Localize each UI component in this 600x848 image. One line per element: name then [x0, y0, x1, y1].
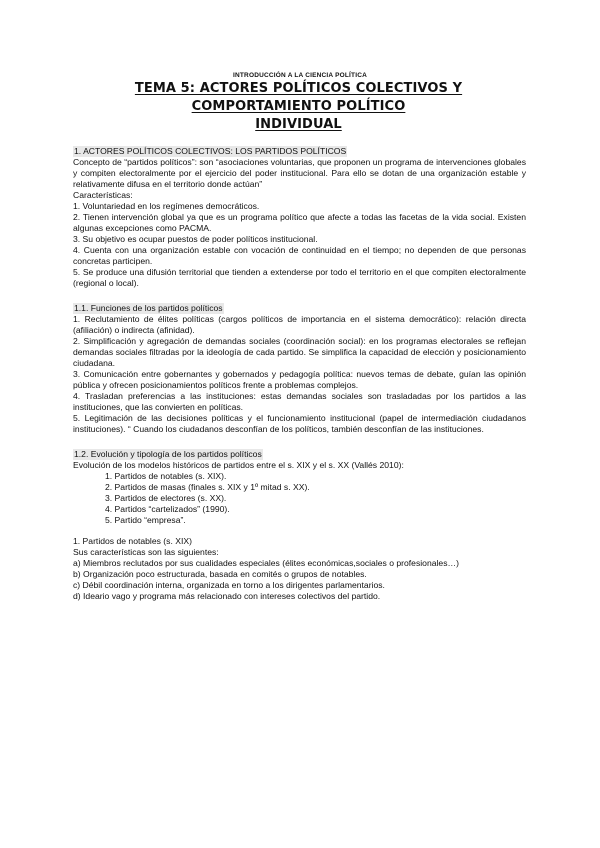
list-item: 4. Partidos “cartelizados” (1990).	[105, 504, 230, 514]
list-item: 4. Trasladan preferencias a las instituciones: estas demandas sociales son trasladadas por los partidos a las instituciones, que las convierten en políticas.	[73, 391, 526, 412]
section-1-1-heading: 1.1. Funciones de los partidos políticos	[74, 303, 223, 313]
list-item: 3. Partidos de electores (s. XX).	[105, 493, 227, 503]
list-item: 1. Reclutamiento de élites políticas (cargos políticos de importancia en el sistema democrático): relación directa (afiliación) o indirecta (afinidad).	[73, 314, 526, 335]
title-line-1: TEMA 5: ACTORES POLÍTICOS COLECTIVOS Y COMPORTAMIENTO POLÍTICO	[134, 81, 463, 114]
section-1-intro: Concepto de “partidos políticos”: son “asociaciones voluntarias, que proponen un programa de intervenciones globales y compiten electoralmente por el ejercicio del poder institucional. Para ello se dotan de una organización estable y relativamente difusa en el territorio donde actúan”	[73, 157, 526, 189]
list-item: d) Ideario vago y programa más relacionado con intereses colectivos del partido.	[73, 591, 381, 601]
section-1-characteristics-label: Características:	[73, 190, 133, 200]
list-item: 2. Simplificación y agregación de demandas sociales (coordinación social): en los programas electorales se reflejan demandas sociales filtradas por la ideología de cada partido. Se simplifica la capacidad de elección y posicionamiento ciudadana.	[73, 336, 526, 368]
notables-label: Sus características son las siguientes:	[73, 547, 219, 557]
course-kicker: INTRODUCCIÓN A LA CIENCIA POLÍTICA	[232, 72, 368, 79]
list-item: a) Miembros reclutados por sus cualidades especiales (élites económicas,sociales o profesionales…)	[73, 558, 459, 568]
list-item: 1. Voluntariedad en los regímenes democráticos.	[73, 201, 260, 211]
list-item: 5. Legitimación de las decisiones políticas y el funcionamiento institucional (papel de intermediación ciudadanos instituciones). “ Cuando los ciudadanos desconfían de los políticos, también desconfían de las instituciones.	[73, 413, 526, 434]
document-body	[73, 146, 526, 602]
list-item: 2. Tienen intervención global ya que es un programa político que afecte a todas las facetas de la vida social. Existen algunas excepciones como PACMA.	[73, 212, 526, 233]
list-item: b) Organización poco estructurada, basada en comités o grupos de notables.	[73, 569, 367, 579]
list-item: 2. Partidos de masas (finales s. XIX y 1º mitad s. XX).	[105, 482, 310, 492]
section-1-2-heading: 1.2. Evolución y tipología de los partidos políticos	[74, 449, 262, 459]
list-item: c) Débil coordinación interna, organizada en torno a los dirigentes parlamentarios.	[73, 580, 385, 590]
section-1-2-intro: Evolución de los modelos históricos de partidos entre el s. XIX y el s. XX (Vallés 2010):	[73, 460, 404, 470]
notables-heading: 1. Partidos de notables (s. XIX)	[73, 536, 192, 546]
list-item: 1. Partidos de notables (s. XIX).	[105, 471, 227, 481]
list-item: 3. Comunicación entre gobernantes y gobernados y pedagogía política: nuevos temas de debate, guían las opinión pública y ofrecen posicionamientos políticos frente a problemas complejos.	[73, 369, 526, 390]
list-item: 5. Se produce una difusión territorial que tienden a extenderse por todo el territorio en el que compiten electoralmente (regional o local).	[73, 267, 526, 288]
list-item: 3. Su objetivo es ocupar puestos de poder políticos institucional.	[73, 234, 318, 244]
page-title	[73, 80, 524, 134]
section-1-heading: 1. ACTORES POLÍTICOS COLECTIVOS: LOS PARTIDOS POLÍTICOS	[74, 146, 347, 156]
list-item: 5. Partido “empresa”.	[105, 515, 186, 525]
list-item: 4. Cuenta con una organización estable con vocación de continuidad en el tiempo; no dependen de que personas concretas participen.	[73, 245, 526, 266]
title-line-2: INDIVIDUAL	[255, 117, 342, 132]
